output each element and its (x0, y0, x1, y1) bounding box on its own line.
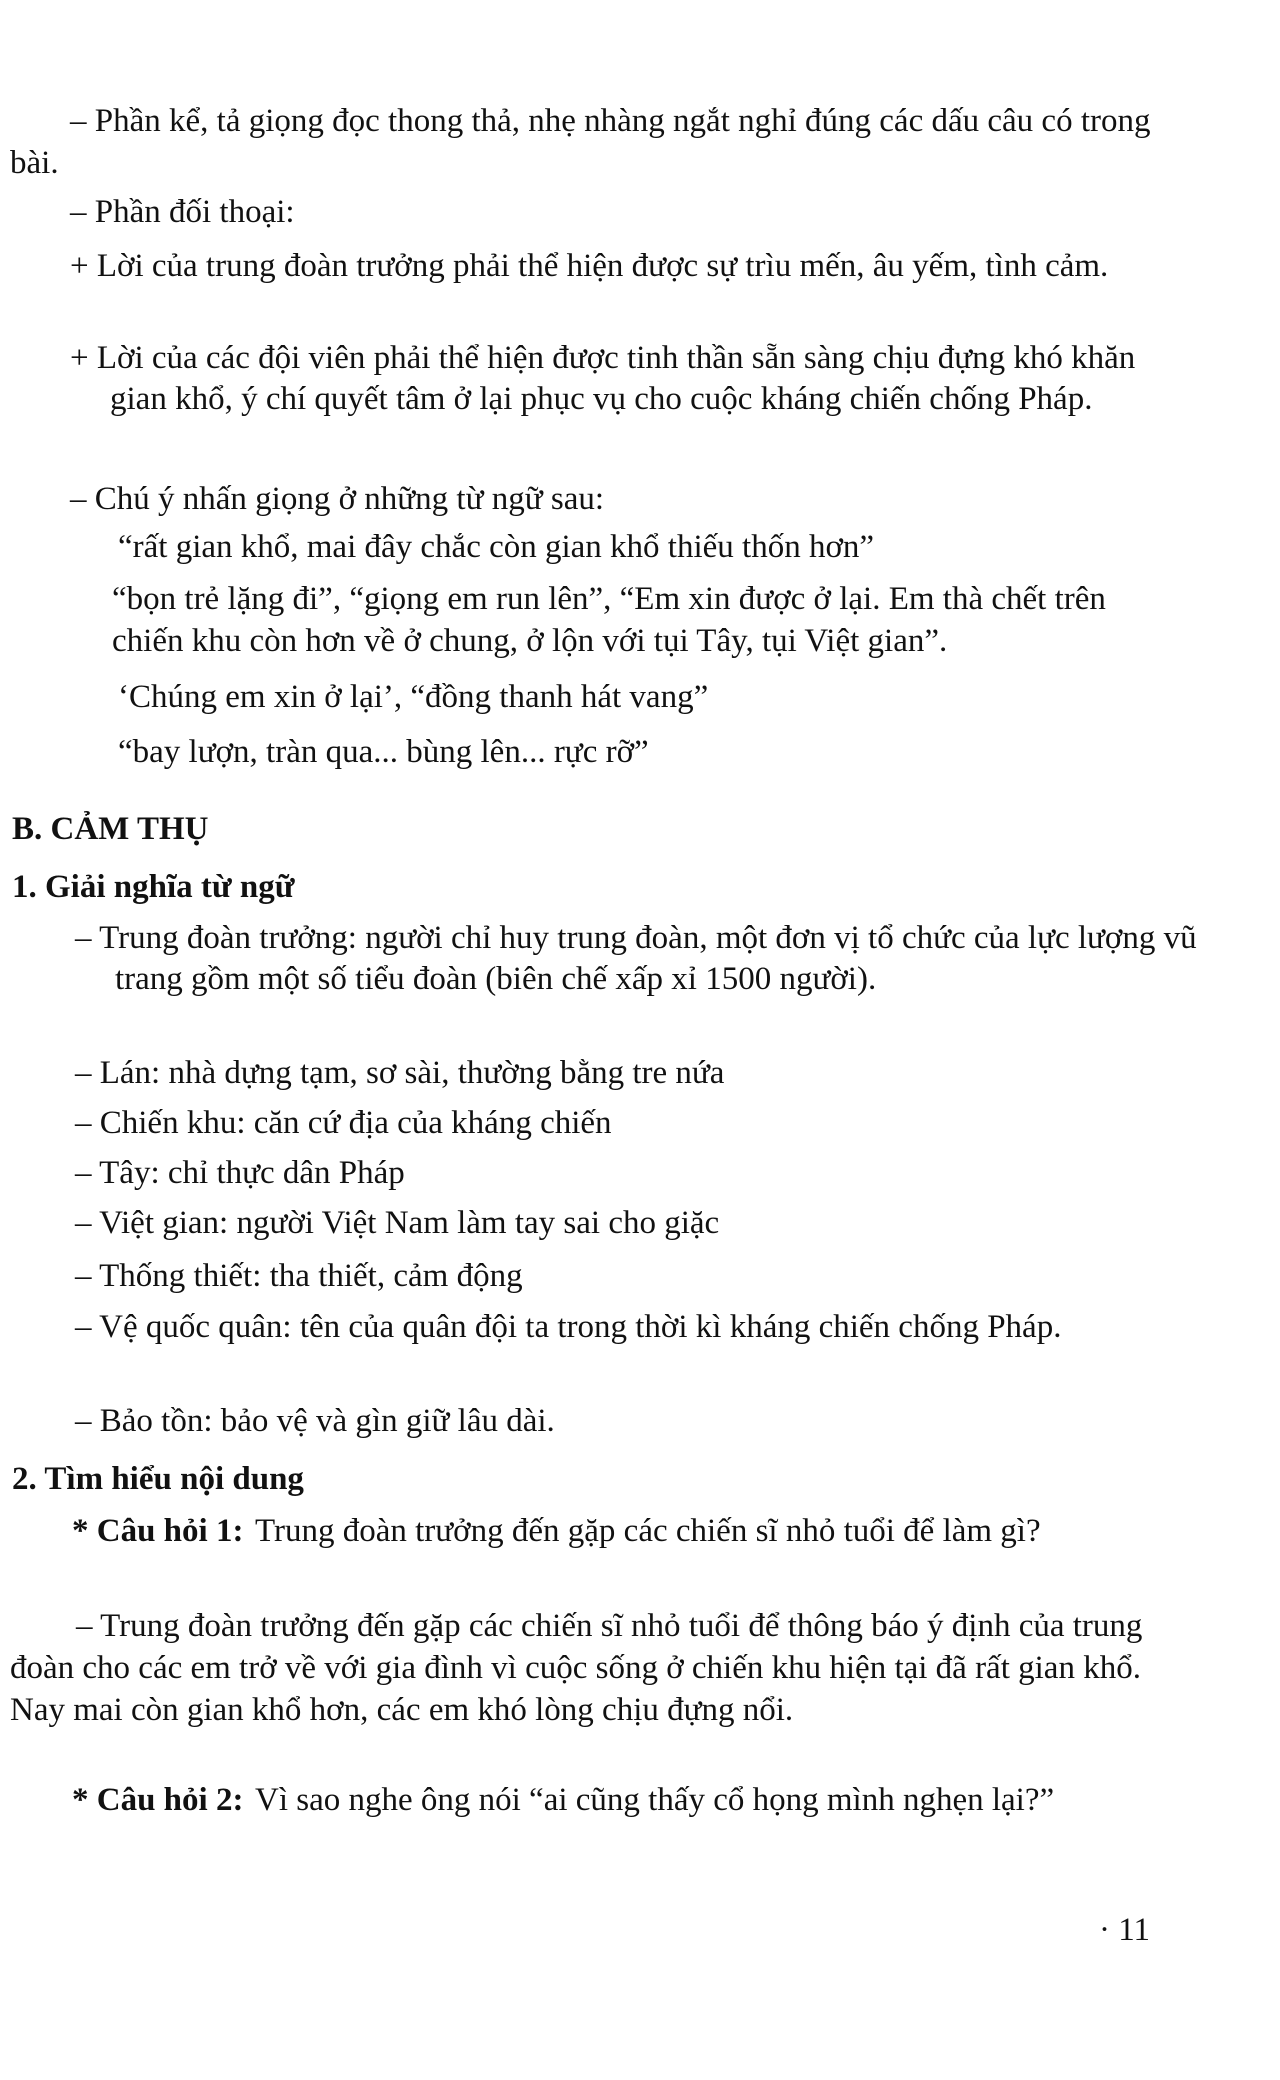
vocab-item-lan: – Lán: nhà dựng tạm, sơ sài, thường bằng tre nứa (75, 1055, 725, 1091)
vocab-item-ve-quoc-quan: – Vệ quốc quân: tên của quân đội ta trong thời kì kháng chiến chống Pháp. (75, 1309, 1062, 1345)
vocabulary-heading: 1. Giải nghĩa từ ngữ (12, 869, 295, 905)
question-2-text: Vì sao nghe ông nói “ai cũng thấy cổ họng mình nghẹn lại?” (255, 1782, 1055, 1818)
question-1 (10, 1509, 1160, 1553)
emphasis-quote-4: “bay lượn, tràn qua... bùng lên... rực rỡ” (118, 734, 649, 770)
vocab-item-trung-doan-truong: – Trung đoàn trưởng: người chỉ huy trung đoàn, một đơn vị tổ chức của lực lượng vũ trang gồm một số tiểu đoàn (biên chế xấp xỉ 1500 người). (75, 920, 1197, 997)
page-number: · 11 (1098, 1912, 1150, 1948)
answer-1: – Trung đoàn trưởng đến gặp các chiến sĩ nhỏ tuổi để thông báo ý định của trung đoàn cho các em trở về với gia đình vì cuộc sống ở chiến khu hiện tại đã rất gian khổ. Nay mai còn gian khổ hơn, các em khó lòng chịu đựng nổi. (10, 1608, 1143, 1728)
reading-guide-soldiers-voice: + Lời của các đội viên phải thể hiện được tinh thần sẵn sàng chịu đựng khó khăn gian khổ, ý chí quyết tâm ở lại phục vụ cho cuộc kháng chiến chống Pháp. (70, 340, 1136, 417)
vocab-item-chien-khu: – Chiến khu: căn cứ địa của kháng chiến (75, 1105, 612, 1141)
vocab-item-tay: – Tây: chỉ thực dân Pháp (75, 1155, 405, 1191)
question-2 (10, 1778, 1160, 1822)
emphasis-quote-1: “rất gian khổ, mai đây chắc còn gian khổ thiếu thốn hơn” (118, 529, 875, 565)
reading-guide-dialogue-heading: – Phần đối thoại: (70, 194, 295, 230)
reading-guide-emphasis-heading: – Chú ý nhấn giọng ở những từ ngữ sau: (70, 481, 605, 517)
content-heading: 2. Tìm hiểu nội dung (12, 1461, 304, 1497)
emphasis-quote-3: ‘Chúng em xin ở lại’, “đồng thanh hát vang” (118, 679, 709, 715)
vocab-item-bao-ton: – Bảo tồn: bảo vệ và gìn giữ lâu dài. (75, 1403, 555, 1439)
question-1-text: Trung đoàn trưởng đến gặp các chiến sĩ nhỏ tuổi để làm gì? (255, 1513, 1041, 1549)
question-2-label: * Câu hỏi 2: (72, 1782, 244, 1818)
question-1-label: * Câu hỏi 1: (72, 1513, 244, 1549)
reading-guide-narration: – Phần kể, tả giọng đọc thong thả, nhẹ nhàng ngắt nghỉ đúng các dấu câu có trong bài. (10, 103, 1151, 181)
vocab-item-thong-thiet: – Thống thiết: tha thiết, cảm động (75, 1258, 523, 1294)
emphasis-quote-2: “bọn trẻ lặng đi”, “giọng em run lên”, “Em xin được ở lại. Em thà chết trên chiến khu còn hơn về ở chung, ở lộn với tụi Tây, tụi Việt gian”. (112, 581, 1106, 659)
reading-guide-commander-voice: + Lời của trung đoàn trưởng phải thể hiện được sự trìu mến, âu yếm, tình cảm. (70, 248, 1109, 284)
vocab-item-viet-gian: – Việt gian: người Việt Nam làm tay sai cho giặc (75, 1205, 720, 1241)
section-b-title: B. CẢM THỤ (12, 811, 209, 847)
